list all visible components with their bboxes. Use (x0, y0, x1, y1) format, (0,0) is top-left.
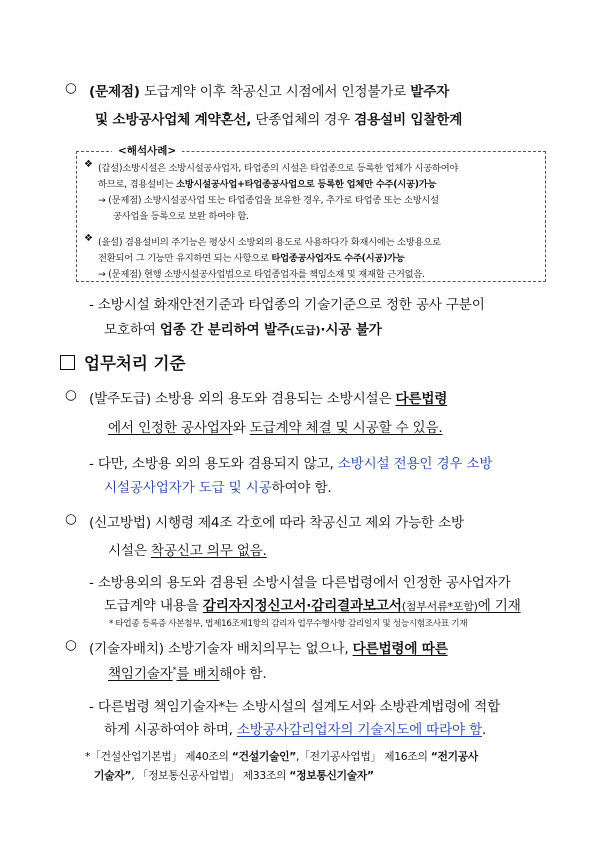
footnote-line-1: *「건설산업기본법」 제40조의 “건설기술인”,「전기공사업법」 제16조의 “전기공사 (85, 750, 479, 763)
interpretation-case-title: <해석사례> (112, 143, 182, 158)
diamond-bullet-icon: ❖ (84, 233, 93, 244)
report-method-dash-1: - 소방용외의 용도와 겸용된 소방시설을 다른법령에서 인정한 공사업자가 (89, 575, 511, 591)
tech-placement-line-1: (기술자배치) 소방기술자 배치의무는 없으나, 다른법령에 따른 (89, 641, 448, 657)
case2-line-3: → (문제점) 현행 소방시설공사업법으로 타업종업자를 책임소재 및 재재할 근거없음. (98, 269, 425, 280)
tech-placement-dash-1: - 다른법령 책임기술자*는 소방시설의 설계도서와 소방관계법령에 적합 (89, 699, 501, 715)
report-method-line-1: (신고방법) 시행령 제4조 각호에 따라 착공신고 제외 가능한 소방 (89, 515, 464, 531)
tech-placement-line-2: 책임기술자*를 배치해야 함. (108, 665, 267, 682)
order-contract-dash-2: 시설공사업자가 도급 및 시공하여야 함. (104, 480, 332, 496)
tech-placement-dash-2: 하게 시공하여야 하며, 소방공사감리업자의 기술지도에 따라야 함. (104, 722, 487, 738)
dash-item-separation-2: 모호하여 업종 간 분리하여 발주(도급)·시공 불가 (104, 322, 382, 338)
diamond-bullet-icon: ❖ (84, 159, 93, 170)
footnote-line-2: 기술자”, 「정보통신공사업법」 제33조의 “정보통신기술자” (94, 769, 374, 782)
report-method-line-2: 시설은 착공신고 의무 없음. (108, 543, 267, 559)
circle-bullet: ○ (65, 637, 77, 653)
order-contract-line-2: 에서 인정한 공사업자와 도급계약 체결 및 시공할 수 있음. (108, 420, 443, 436)
case1-line-3: → (문제점) 소방시설공사업 또는 타업종업을 보유한 경우, 추가로 타업종 또는 소방시설 (98, 195, 439, 206)
checkbox-square-icon (60, 355, 75, 370)
case2-line-2: 전환되어 그 기능만 유지하면 되는 사항으로 타업종공사업자도 수주(시공)가능 (98, 253, 405, 264)
section-heading: 업무처리 기준 (60, 350, 185, 374)
case1-line-4: 공사업을 등록으로 보완 하여야 함. (113, 211, 249, 222)
circle-bullet: ○ (65, 80, 77, 96)
problem-line-1: (문제점) 도급계약 이후 착공신고 시점에서 인정불가로 발주자 (89, 84, 450, 100)
circle-bullet: ○ (65, 387, 77, 403)
case2-line-1: (을설) 겸용설비의 주기능은 평상시 소방외의 용도로 사용하다가 화재시에는 소방용으로 (98, 237, 441, 248)
problem-line-2: 및 소방공사업체 계약혼선, 단종업체의 경우 겸용설비 입찰한계 (95, 112, 463, 128)
order-contract-dash-1: - 다만, 소방용 외의 용도와 겸용되지 않고, 소방시설 전용인 경우 소방 (89, 456, 493, 472)
report-method-dash-2: 도급계약 내용을 감리자지정신고서·감리결과보고서(첨부서류*포함)에 기재 (104, 598, 521, 614)
circle-bullet: ○ (65, 511, 77, 527)
dash-item-separation-1: - 소방시설 화재안전기준과 타업종의 기술기준으로 정한 공사 구분이 (89, 297, 485, 313)
case1-line-1: (갑설)소방시설은 소방시설공사업자, 타업종의 시설은 타업종으로 등록한 업체가 시공하여야 (98, 163, 459, 174)
case1-line-2: 하므로, 겸용설비는 소방시설공사업+타업종공사업으로 등록한 업체만 수주(시공)가능 (98, 179, 437, 190)
order-contract-line-1: (발주도급) 소방용 외의 용도와 겸용되는 소방시설은 다른법령 (89, 391, 448, 407)
report-method-note: * 타업종 등록증 사본첨부, 법제16조제1항의 감리자 업무수행사항 감리일지 및 성능시험조사표 기재 (109, 619, 468, 629)
